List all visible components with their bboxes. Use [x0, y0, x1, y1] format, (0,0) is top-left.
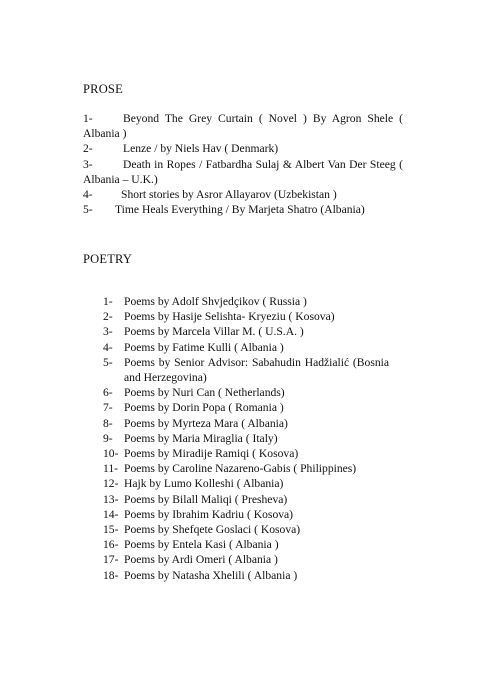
poetry-item [103, 416, 403, 431]
poetry-item-number: 13- [103, 492, 119, 506]
poetry-item [103, 340, 403, 355]
prose-item-text: Beyond The Grey Curtain ( Novel ) By Agron Shele ( Albania ) [83, 112, 403, 141]
prose-item [83, 157, 403, 187]
poetry-item-text: Poems by Miradije Ramiqi ( Kosova) [124, 447, 299, 461]
poetry-item-number: 9- [103, 431, 113, 445]
prose-item-text: Time Heals Everything / By Marjeta Shatro (Albania) [115, 203, 365, 217]
poetry-item-text: Poems by Maria Miraglia ( Italy) [124, 431, 278, 445]
poetry-item-number: 11- [103, 462, 119, 476]
poetry-item-text: Poems by Caroline Nazareno-Gabis ( Philippines) [124, 462, 357, 476]
poetry-item-text: Poems by Myrteza Mara ( Albania) [124, 416, 288, 430]
poetry-item [103, 309, 403, 324]
poetry-item-text: Hajk by Lumo Kolleshi ( Albania) [124, 477, 284, 491]
poetry-item-number: 5- [103, 355, 113, 369]
prose-item-number: 1- [83, 112, 93, 125]
poetry-item-number: 7- [103, 401, 113, 415]
poetry-item-number: 3- [103, 325, 113, 339]
poetry-list [103, 294, 403, 583]
poetry-item [103, 476, 403, 491]
prose-heading: PROSE [83, 82, 123, 96]
poetry-item [103, 492, 403, 507]
poetry-item-text: Poems by Fatime Kulli ( Albania ) [124, 340, 284, 354]
poetry-item-number: 6- [103, 386, 113, 400]
poetry-item [103, 294, 403, 309]
poetry-item-number: 17- [103, 553, 119, 567]
poetry-item-text: Poems by Marcela Villar M. ( U.S.A. ) [124, 325, 304, 339]
poetry-item [103, 355, 403, 385]
prose-item-number: 2- [83, 142, 93, 156]
poetry-item-number: 14- [103, 507, 119, 521]
poetry-item-text: Poems by Adolf Shvjedçikov ( Russia ) [124, 295, 307, 308]
poetry-item [103, 385, 403, 400]
poetry-item [103, 522, 403, 537]
poetry-item-number: 18- [103, 568, 119, 582]
poetry-item-number: 4- [103, 340, 113, 354]
poetry-item [103, 461, 403, 476]
poetry-item-text: Poems by Nuri Can ( Netherlands) [124, 386, 285, 400]
poetry-item-text: Poems by Ardi Omeri ( Albania ) [124, 553, 278, 567]
prose-item [83, 141, 403, 156]
poetry-item-number: 1- [103, 295, 113, 308]
poetry-item [103, 552, 403, 567]
poetry-item-text: Poems by Natasha Xhelili ( Albania ) [124, 568, 298, 582]
prose-item-text: Short stories by Asror Allayarov (Uzbekistan ) [121, 188, 337, 202]
poetry-item [103, 431, 403, 446]
poetry-item-text: Poems by Shefqete Goslaci ( Kosova) [124, 523, 301, 537]
poetry-item [103, 324, 403, 339]
poetry-item-text: Poems by Senior Advisor: Sabahudin Hadžialić (Bosnia and Herzegovina) [124, 355, 389, 385]
poetry-item-number: 12- [103, 477, 119, 491]
poetry-item [103, 446, 403, 461]
poetry-item-number: 10- [103, 447, 119, 461]
prose-item [83, 202, 403, 217]
poetry-item-text: Poems by Ibrahim Kadriu ( Kosova) [124, 507, 294, 521]
poetry-item-text: Poems by Dorin Popa ( Romania ) [124, 401, 284, 415]
poetry-item-number: 16- [103, 538, 119, 552]
poetry-item-number: 8- [103, 416, 113, 430]
poetry-item-text: Poems by Entela Kasi ( Albania ) [124, 538, 279, 552]
poetry-item-number: 2- [103, 310, 113, 324]
prose-item-number: 5- [83, 203, 93, 217]
poetry-item-number: 15- [103, 523, 119, 537]
poetry-item [103, 537, 403, 552]
poetry-heading: POETRY [83, 252, 133, 266]
poetry-item [103, 568, 403, 583]
prose-item [83, 111, 403, 141]
prose-item-number: 3- [83, 157, 93, 171]
poetry-item-text: Poems by Hasije Selishta- Kryeziu ( Kosova) [124, 310, 335, 324]
poetry-item [103, 507, 403, 522]
prose-item-text: Lenze / by Niels Hav ( Denmark) [123, 142, 279, 156]
poetry-item-text: Poems by Bilall Maliqi ( Presheva) [124, 492, 288, 506]
prose-item [83, 187, 403, 202]
prose-list [83, 111, 403, 217]
poetry-item [103, 400, 403, 415]
prose-item-text: Death in Ropes / Fatbardha Sulaj & Albert Van Der Steeg ( Albania – U.K.) [83, 157, 403, 186]
prose-item-number: 4- [83, 188, 93, 202]
